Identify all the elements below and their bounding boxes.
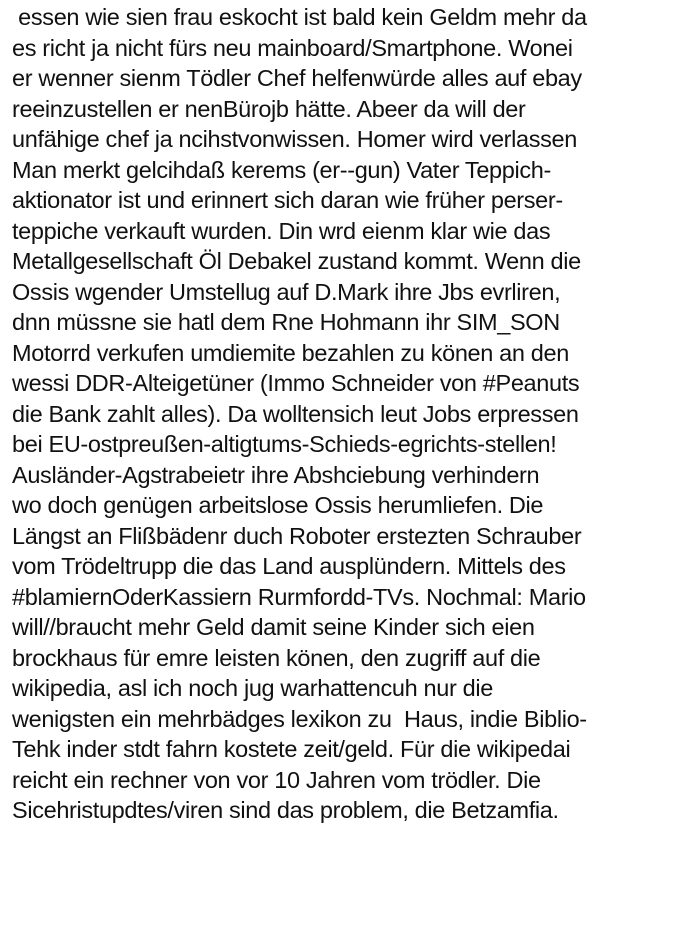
text-line: Motorrd verkufen umdiemite bezahlen zu könen an den: [12, 339, 569, 366]
text-line: wikipedia, asl ich noch jug warhattencuh nur die: [12, 675, 493, 701]
text-line: Sicehristupdtes/viren sind das problem, die Betzamfia.: [12, 797, 559, 823]
text-line: brockhaus für emre leisten könen, den zugriff auf die: [12, 644, 541, 671]
document-text: [12, 2, 680, 826]
text-line: will//braucht mehr Geld damit seine Kinder sich eien: [12, 614, 535, 640]
text-line: #blamiernOderKassiern Rurmfordd-TVs. Nochmal: Mario: [12, 583, 586, 610]
text-line: er wenner sienm Tödler Chef helfenwürde alles auf ebay: [12, 65, 582, 91]
text-line: dnn müssne sie hatl dem Rne Hohmann ihr SIM_SON: [12, 309, 560, 335]
text-line: die Bank zahlt alles). Da wolltensich leut Jobs erpressen: [12, 400, 579, 427]
text-line: Längst an Flißbädenr duch Roboter erstezten Schrauber: [12, 522, 582, 549]
text-line: Ossis wgender Umstellug auf D.Mark ihre Jbs evrliren,: [12, 278, 561, 305]
text-line: es richt ja nicht fürs neu mainboard/Smartphone. Wonei: [12, 34, 573, 61]
text-line: wenigsten ein mehrbädges lexikon zu Haus, indie Biblio-: [12, 705, 587, 732]
text-line: reicht ein rechner von vor 10 Jahren vom trödler. Die: [12, 766, 541, 793]
text-line: wessi DDR-Alteigetüner (Immo Schneider von #Peanuts: [12, 370, 580, 396]
text-line: Ausländer-Agstrabeietr ihre Abshciebung verhindern: [12, 461, 540, 488]
text-line: Man merkt gelcihdaß kerems (er--gun) Vater Teppich-: [12, 156, 551, 183]
text-line: vom Trödeltrupp die das Land ausplündern. Mittels des: [12, 553, 566, 579]
text-line: Metallgesellschaft Öl Debakel zustand kommt. Wenn die: [12, 248, 581, 274]
text-line: aktionator ist und erinnert sich daran wie früher perser-: [12, 187, 563, 213]
text-line: unfähige chef ja ncihstvonwissen. Homer wird verlassen: [12, 126, 577, 152]
text-line: Tehk inder stdt fahrn kostete zeit/geld. Für die wikipedai: [12, 736, 571, 762]
text-line: essen wie sien frau eskocht ist bald kein Geldm mehr da: [12, 4, 587, 30]
text-line: teppiche verkauft wurden. Din wrd eienm klar wie das: [12, 217, 551, 244]
text-line: reeinzustellen er nenBürojb hätte. Abeer da will der: [12, 95, 526, 122]
text-line: bei EU-ostpreußen-altigtums-Schieds-egrichts-stellen!: [12, 431, 557, 457]
text-line: wo doch genügen arbeitslose Ossis herumliefen. Die: [12, 492, 544, 518]
